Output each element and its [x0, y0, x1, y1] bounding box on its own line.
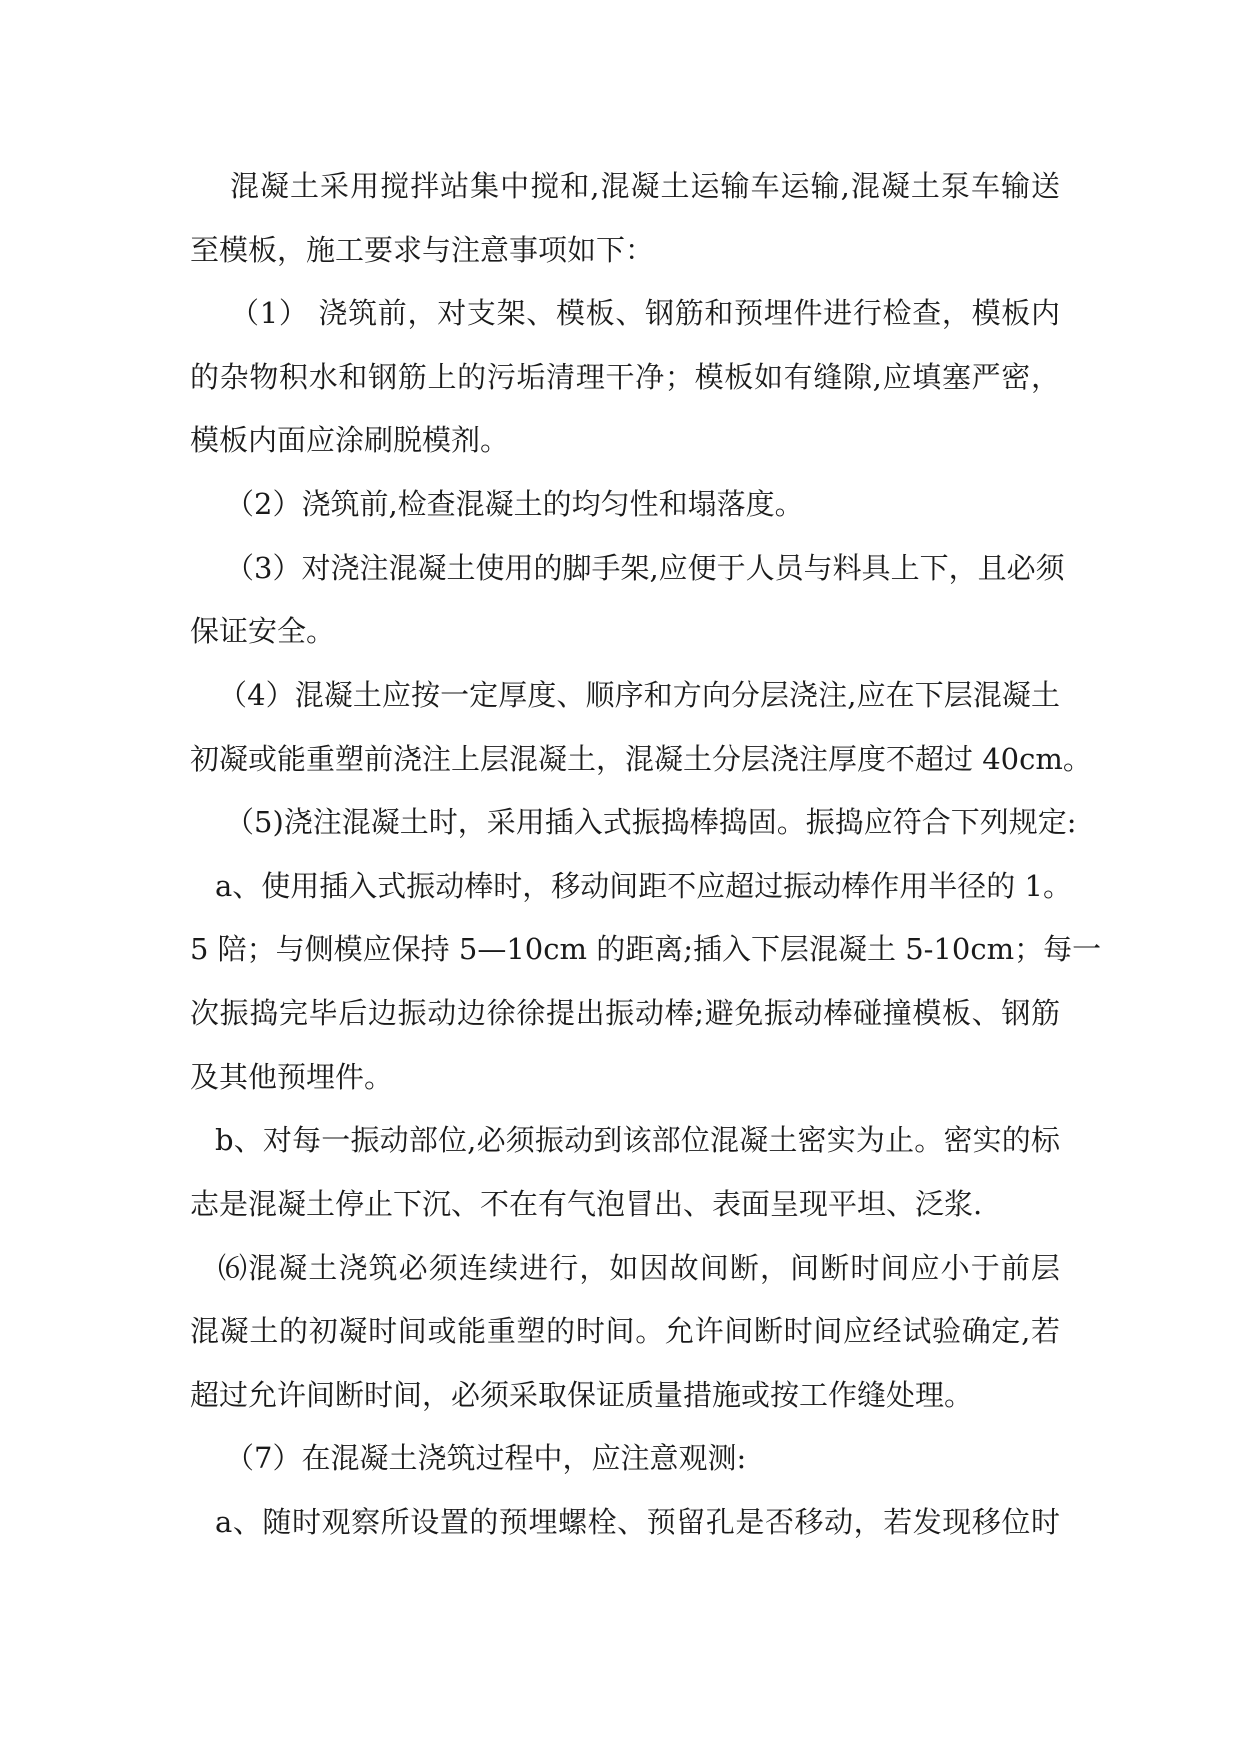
item-5-line-1: （5)浇注混凝土时，采用插入式振捣棒捣固。振捣应符合下列规定:: [225, 805, 1077, 839]
item-5a-line-4: 及其他预埋件。: [190, 1060, 394, 1094]
item-5a-line-2: 5 陪；与侧模应保持 5—10cm 的距离;插入下层混凝土 5-10cm；每一: [190, 932, 1102, 966]
item-5a-line-3: 次振捣完毕后边振动边徐徐提出振动棒;避免振动棒碰撞模板、钢筋: [190, 996, 1060, 1030]
paragraph-intro-line-1: 混凝土采用搅拌站集中搅和,混凝土运输车运输,混凝土泵车输送: [230, 169, 1060, 203]
item-6-line-1: ⑹混凝土浇筑必须连续进行，如因故间断，间断时间应小于前层: [218, 1251, 1060, 1285]
item-5a-line-1: a、使用插入式振动棒时，移动间距不应超过振动棒作用半径的 1。: [215, 869, 1072, 903]
item-5b-line-2: 志是混凝土停止下沉、不在有气泡冒出、表面呈现平坦、泛浆.: [190, 1187, 983, 1221]
item-1-line-3: 模板内面应涂刷脱模剂。: [190, 423, 510, 457]
item-5b-line-1: b、对每一振动部位,必须振动到该部位混凝土密实为止。密实的标: [215, 1123, 1060, 1157]
item-1-line-2: 的杂物积水和钢筋上的污垢清理干净；模板如有缝隙,应填塞严密，: [190, 360, 1060, 394]
item-3-line-1: （3）对浇注混凝土使用的脚手架,应便于人员与料具上下，且必须: [225, 551, 1065, 585]
item-2-line-1: （2）浇筑前,检查混凝土的均匀性和塌落度。: [225, 487, 804, 521]
item-4-line-2: 初凝或能重塑前浇注上层混凝土，混凝土分层浇注厚度不超过 40cm。: [190, 742, 1092, 776]
item-3-line-2: 保证安全。: [190, 614, 336, 648]
item-7-line-1: （7）在混凝土浇筑过程中，应注意观测:: [225, 1441, 747, 1475]
item-6-line-2: 混凝土的初凝时间或能重塑的时间。允许间断时间应经试验确定,若: [190, 1314, 1060, 1348]
item-6-line-3: 超过允许间断时间，必须采取保证质量措施或按工作缝处理。: [190, 1378, 974, 1412]
paragraph-intro-line-2: 至模板，施工要求与注意事项如下：: [190, 233, 655, 267]
item-7a-line-1: a、随时观察所设置的预埋螺栓、预留孔是否移动，若发现移位时: [215, 1505, 1060, 1539]
item-1-line-1: （1） 浇筑前，对支架、模板、钢筋和预埋件进行检查，模板内: [230, 296, 1060, 330]
item-4-line-1: （4）混凝土应按一定厚度、顺序和方向分层浇注,应在下层混凝土: [218, 678, 1060, 712]
